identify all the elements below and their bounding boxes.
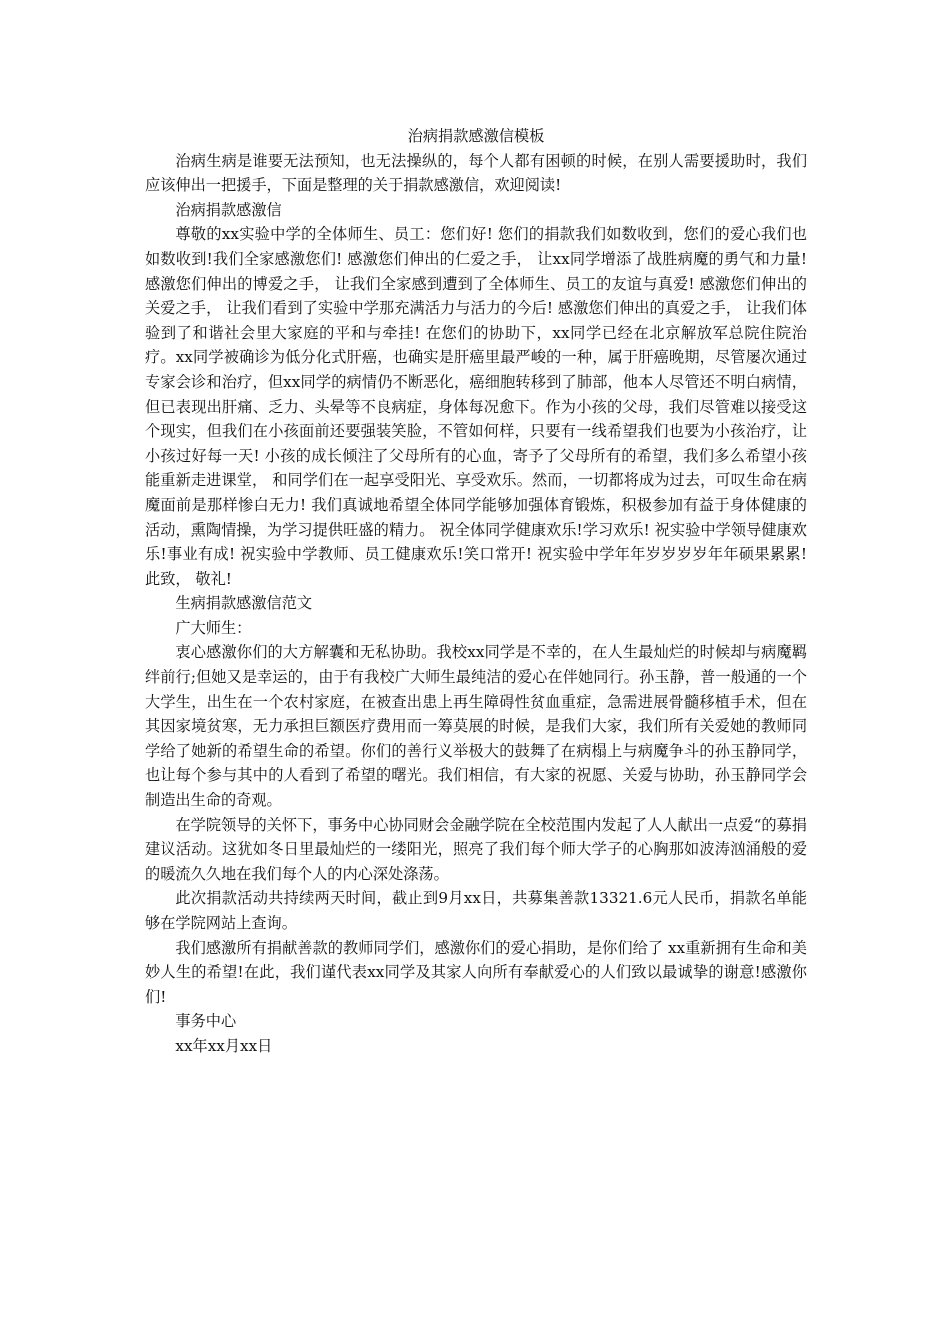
letter2-paragraph: 在学院领导的关怀下，事务中心协同财会金融学院在全校范围内发起了人人献出一点爱“的募捐建议活动。这犹如冬日里最灿烂的一缕阳光，照亮了我们每个师大学子的心胸那如波涛汹涌般的爱的暖流久久地在我们每个人的内心深处涤荡。	[145, 815, 807, 883]
document-title: 治病捐款感激信模板	[407, 127, 545, 145]
letter2-salutation: 广大师生：	[175, 618, 252, 637]
letter2-paragraph: 此次捐款活动共持续两天时间，截止到9月xx日，共募集善款13321.6元人民币，捐款名单能够在学院网站上查询。	[145, 889, 807, 932]
letter1-heading: 治病捐款感激信	[175, 200, 282, 219]
intro-paragraph: 治病生病是谁要无法预知，也无法操纵的，每个人都有困顿的时候，在别人需要援助时，我们应该伸出一把援手，下面是整理的关于捐款感激信，欢迎阅读!	[145, 151, 807, 195]
document-body	[145, 124, 807, 1059]
letter2-paragraph: 衷心感激你们的大方解囊和无私协助。我校xx同学是不幸的，在人生最灿烂的时候却与病魔羁绊前行;但她又是幸运的，由于有我校广大师生最纯洁的爱心在伴她同行。孙玉静，普一般通的一个大学生，出生在一个农村家庭，在被查出患上再生障碍性贫血重症，急需进展骨髓移植手术，但在其因家境贫寒，无力承担巨额医疗费用而一筹莫展的时候，是我们大家，我们所有关爱她的教师同学给了她新的希望生命的希望。你们的善行义举极大的鼓舞了在病榻上与病魔争斗的孙玉静同学，也让每个参与其中的人看到了希望的曙光。我们相信，有大家的祝愿、关爱与协助，孙玉静同学会制造出生命的奇观。	[145, 643, 807, 810]
signature: 事务中心	[175, 1012, 237, 1031]
letter1-body: 尊敬的xx实验中学的全体师生、员工：您们好! 您们的捐款我们如数收到，您们的爱心我们也如数收到!我们全家感激您们! 感激您们伸出的仁爱之手， 让xx同学增添了战胜病魔的勇气和力量! 感激您们伸出的博爱之手， 让我们全家感到遭到了全体师生、员工的友谊与真爱! 感激您们伸出的关爱之手， 让我们看到了实验中学那充满活力与活力的今后! 感激您们伸出的真爱之手， 让我们体验到了和谐社会里大家庭的平和与牵挂! 在您们的协助下，xx同学已经在北京解放军总院住院治疗。xx同学被确诊为低分化式肝癌，也确实是肝癌里最严峻的一种，属于肝癌晚期，尽管屡次通过专家会诊和治疗，但xx同学的病情仍不断恶化，癌细胞转移到了肺部，他本人尽管还不明白病情，但已表现出肝痛、乏力、头晕等不良病症，身体每况愈下。作为小孩的父母，我们尽管难以接受这个现实，但我们在小孩面前还要强装笑脸，不管如何样，只要有一线希望我们也要为小孩治疗，让小孩过好每一天! 小孩的成长倾注了父母所有的心血，寄予了父母所有的希望，我们多么希望小孩能重新走进课堂， 和同学们在一起享受阳光、享受欢乐。然而，一切都将成为过去，可叹生命在病魔面前是那样惨白无力! 我们真诚地希望全体同学能够加强体育锻炼，积极参加有益于身体健康的活动，熏陶情操，为学习提供旺盛的精力。 祝全体同学健康欢乐!学习欢乐! 祝实验中学领导健康欢乐!事业有成! 祝实验中学教师、员工健康欢乐!笑口常开! 祝实验中学年年岁岁岁岁年年硕果累累! 此致， 敬礼!	[145, 225, 807, 588]
letter2-paragraph: 我们感激所有捐献善款的教师同学们，感激你们的爱心捐助，是你们给了 xx重新拥有生命和美妙人生的希望!在此，我们谨代表xx同学及其家人向所有奉献爱心的人们致以最诚挚的谢意!感激你们!	[145, 938, 807, 1006]
date-line: xx年xx月xx日	[175, 1036, 273, 1055]
letter2-heading: 生病捐款感激信范文	[175, 594, 313, 613]
